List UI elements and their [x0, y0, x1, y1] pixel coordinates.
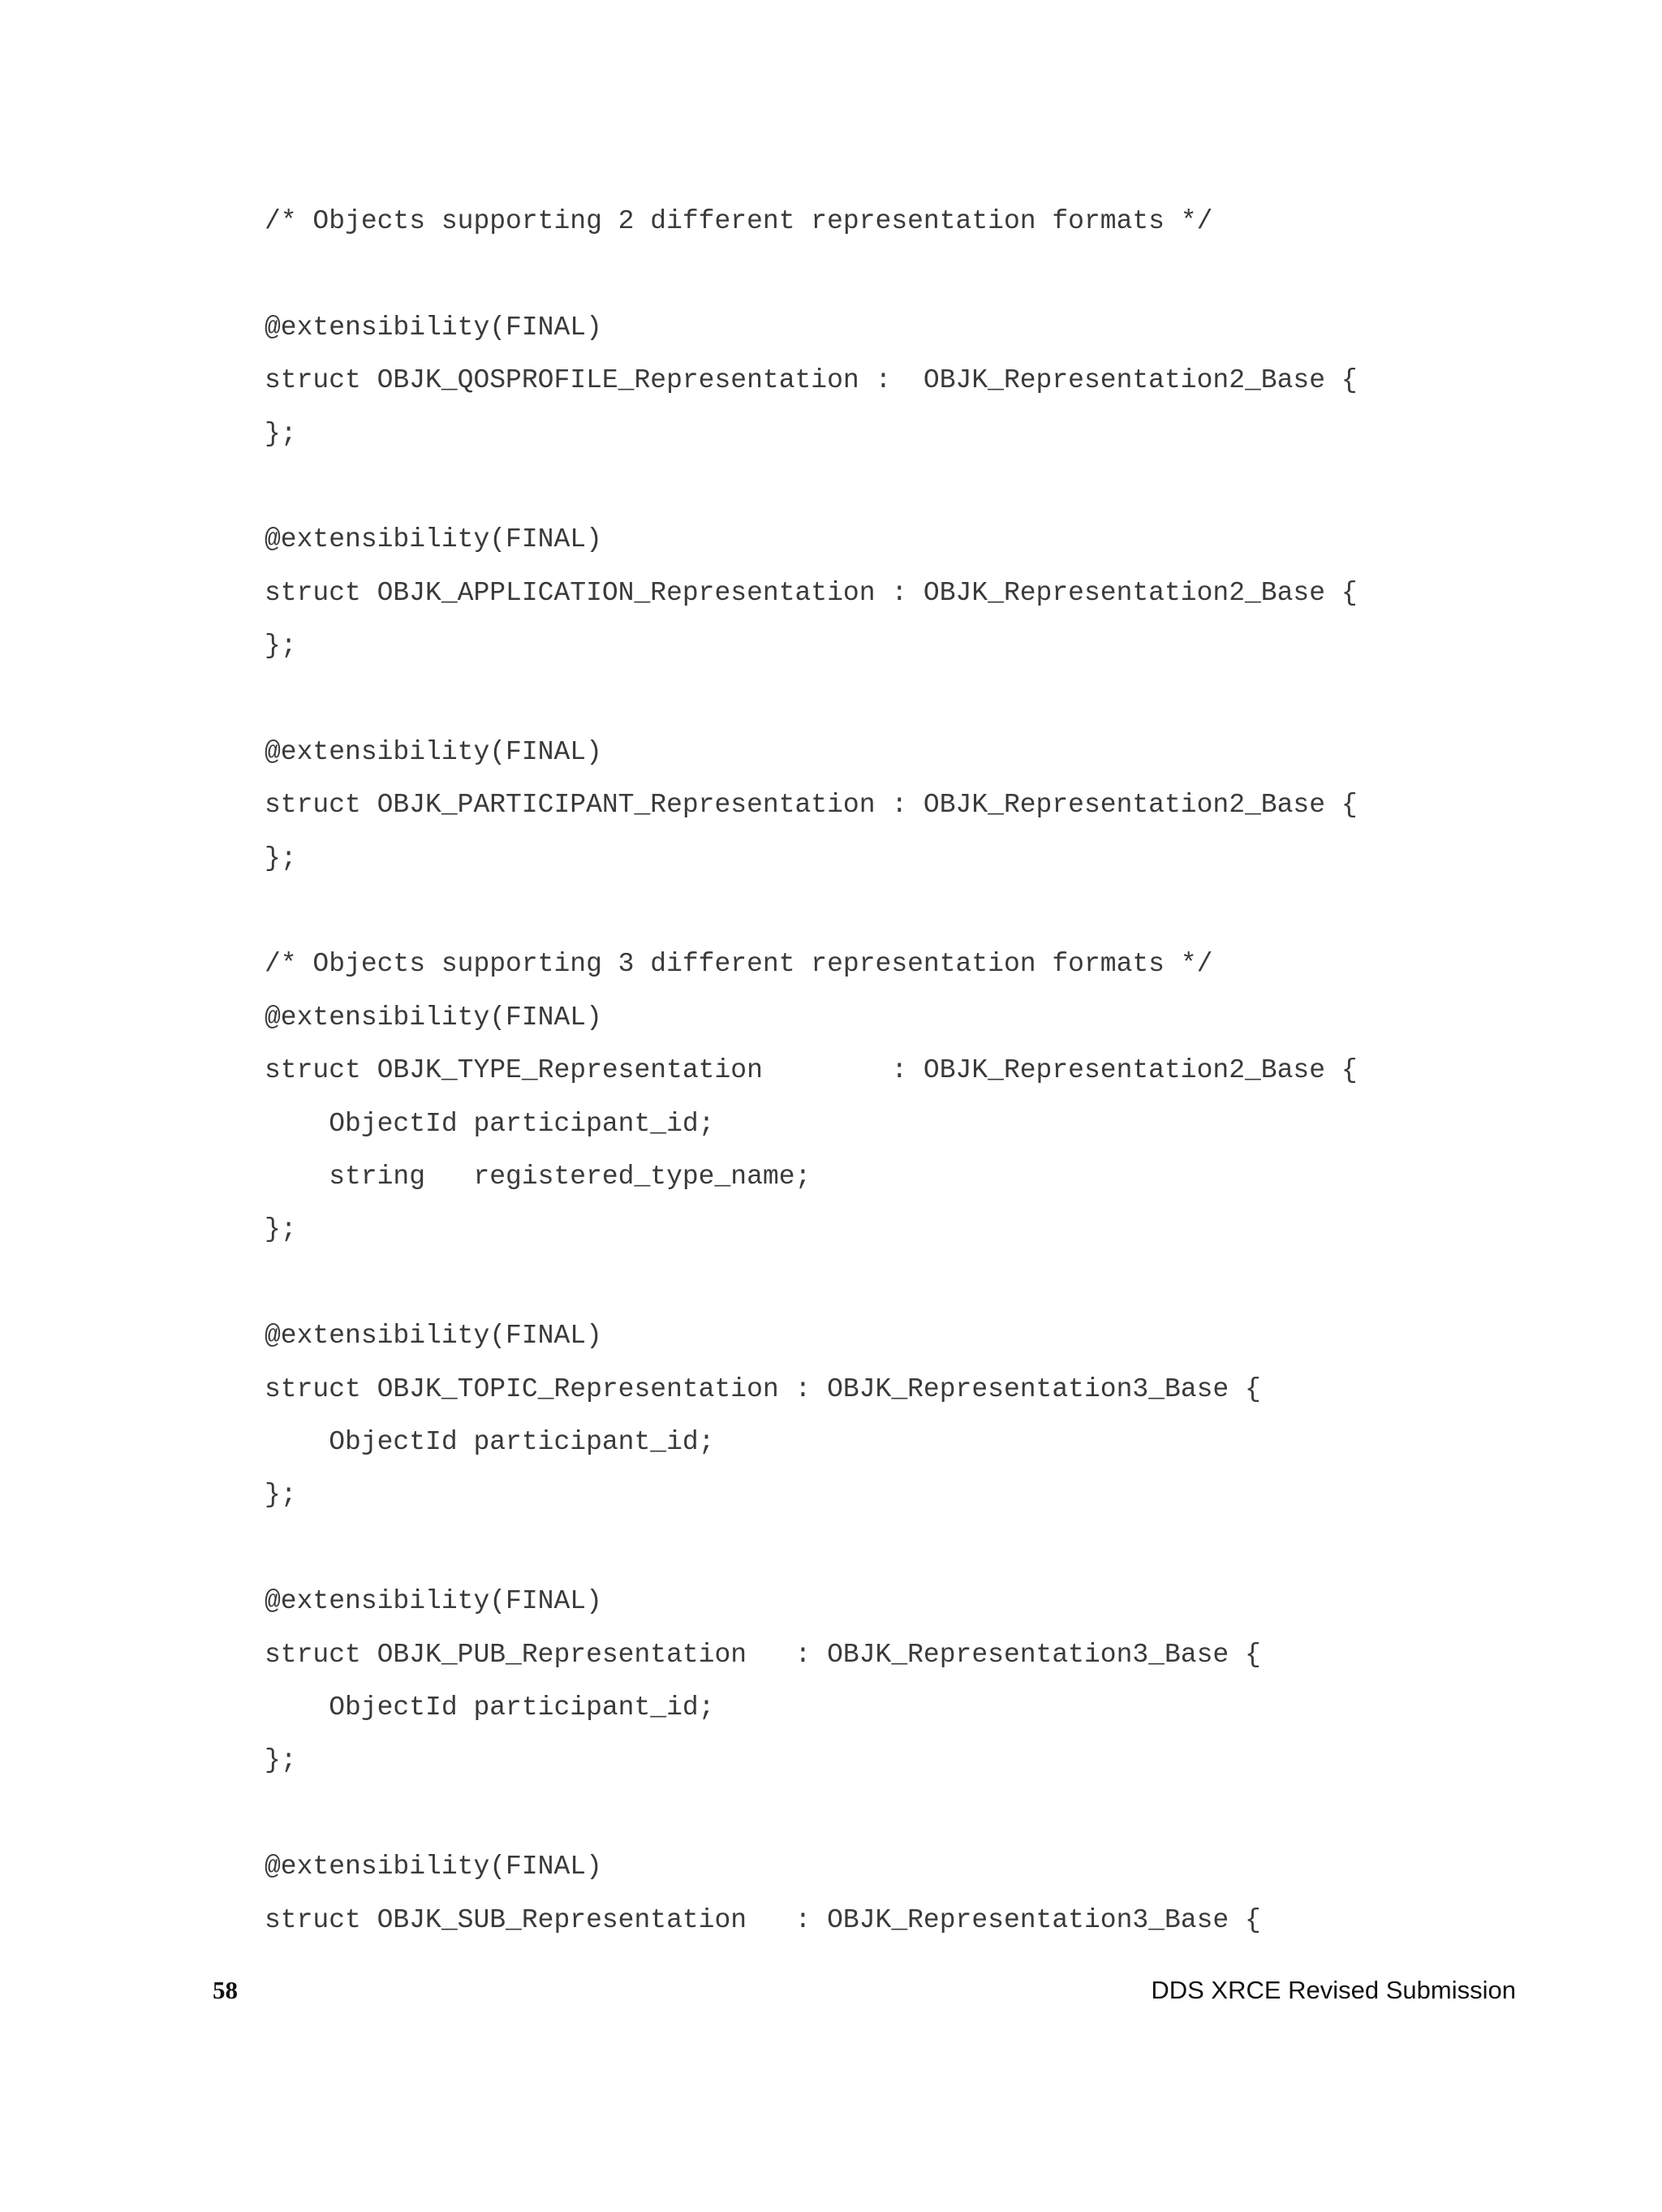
code-line: ObjectId participant_id;	[265, 1426, 715, 1457]
code-line	[265, 885, 1482, 938]
code-line	[265, 1257, 1482, 1309]
code-line: @extensibility(FINAL)	[265, 1321, 602, 1352]
code-line: /* Objects supporting 2 different representation formats */	[265, 206, 1213, 236]
code-line: @extensibility(FINAL)	[265, 1586, 602, 1617]
document-title: DDS XRCE Revised Submission	[1151, 1976, 1516, 2004]
code-line: @extensibility(FINAL)	[265, 312, 602, 343]
code-line: struct OBJK_TOPIC_Representation : OBJK_Representation3_Base {	[265, 1373, 1261, 1404]
code-line	[265, 460, 1482, 513]
code-line: };	[265, 631, 297, 662]
code-line	[265, 673, 1482, 726]
code-line	[265, 1522, 1482, 1575]
code-line: @extensibility(FINAL)	[265, 524, 602, 555]
code-line: struct OBJK_TYPE_Representation : OBJK_Representation2_Base {	[265, 1055, 1358, 1086]
code-line: @extensibility(FINAL)	[265, 1852, 602, 1882]
code-line: };	[265, 1745, 297, 1776]
code-line: ObjectId participant_id;	[265, 1108, 715, 1139]
code-listing	[265, 195, 1482, 1947]
code-line: struct OBJK_PARTICIPANT_Representation : OBJK_Representation2_Base {	[265, 790, 1358, 821]
code-line: /* Objects supporting 3 different representation formats */	[265, 949, 1213, 980]
code-line	[265, 1787, 1482, 1840]
code-line: ObjectId participant_id;	[265, 1692, 715, 1723]
page-number: 58	[213, 1976, 238, 2004]
code-line: };	[265, 843, 297, 873]
code-line: };	[265, 418, 297, 449]
code-line: struct OBJK_QOSPROFILE_Representation : OBJK_Representation2_Base {	[265, 365, 1358, 396]
code-line	[265, 248, 1482, 300]
code-line: struct OBJK_APPLICATION_Representation : OBJK_Representation2_Base {	[265, 577, 1358, 608]
code-line: string registered_type_name;	[265, 1162, 812, 1192]
code-line: struct OBJK_SUB_Representation : OBJK_Representation3_Base {	[265, 1904, 1261, 1935]
code-line: struct OBJK_PUB_Representation : OBJK_Representation3_Base {	[265, 1639, 1261, 1670]
code-line: };	[265, 1214, 297, 1245]
code-line: };	[265, 1480, 297, 1511]
code-line: @extensibility(FINAL)	[265, 736, 602, 767]
code-line: @extensibility(FINAL)	[265, 1002, 602, 1033]
